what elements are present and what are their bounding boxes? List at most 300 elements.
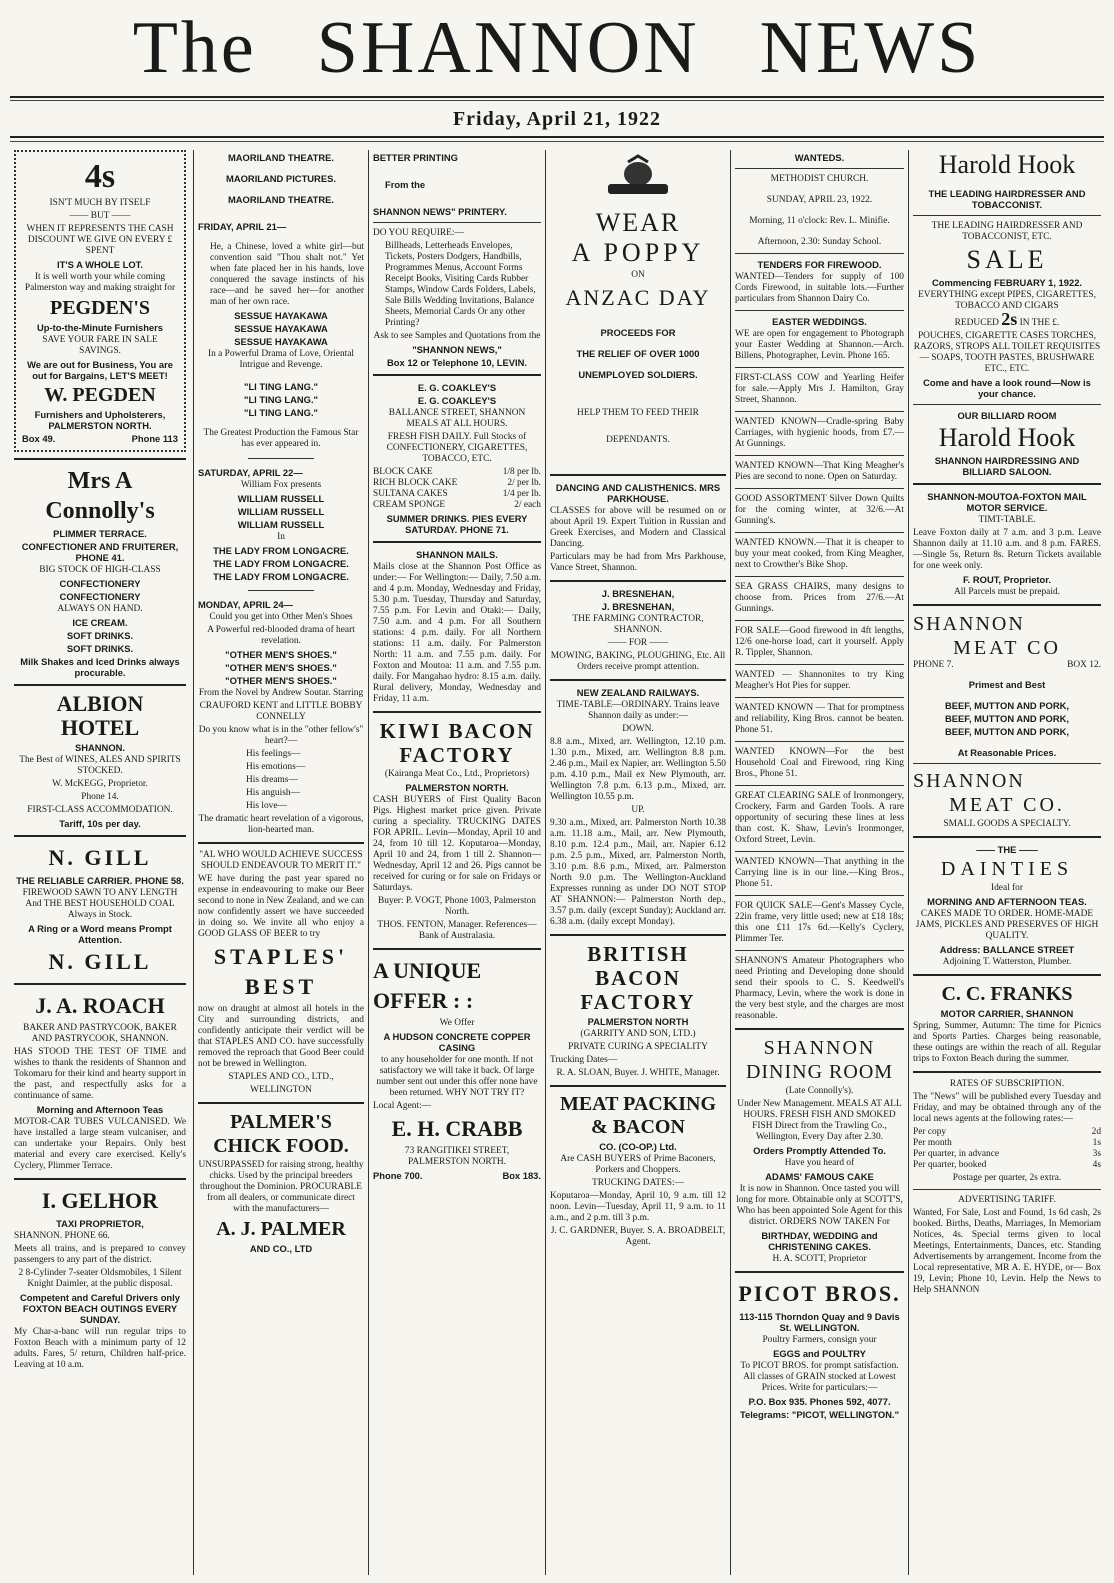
kiwi-bacon-advert [373, 719, 541, 942]
text-line: WILLIAM RUSSELL [237, 519, 325, 530]
text-line: CRAUFORD KENT and LITTLE BOBBY CONNELLY [199, 701, 363, 722]
text-line: A HUDSON CONCRETE COPPER CASING [383, 1031, 531, 1053]
text-line: W. McKEGG, Proprietor. [52, 779, 148, 789]
text-line: PALMERSTON NORTH [587, 1016, 689, 1027]
text-line: His emotions— [246, 762, 306, 772]
text-line: Orders Promptly Attended To. [753, 1145, 886, 1156]
text-line: 3s [1092, 1149, 1101, 1159]
text-line: A POPPY [571, 238, 705, 267]
text-line: FIREWOOD SAWN TO ANY LENGTH And THE BEST HOUSEHOLD COAL Always in Stock. [22, 888, 178, 920]
text-line: UNSURPASSED for raising strong, healthy chicks. Used by the principal breeders throughout the Dominion. PROCURABLE from all dealers, or communicate direct with the manufacturers— [198, 1160, 364, 1214]
column-rule [908, 150, 909, 1575]
text-line: FOR SALE—Good firewood in 4ft lengths, 12/6 one-horse load, cart it yourself. Apply R. Tippler, Shannon. [735, 626, 904, 658]
text-line: "AL WHO WOULD ACHIEVE SUCCESS SHOULD ENDEAVOUR TO MERIT IT." [199, 850, 363, 871]
text-line: Address: BALLANCE STREET [939, 944, 1075, 955]
text-line: P.O. Box 935. Phones 592, 4077. [748, 1396, 891, 1407]
text-line: PLIMMER TERRACE. [53, 528, 147, 539]
text-line: SOFT DRINKS. [66, 630, 134, 641]
text-line: ON [631, 270, 645, 280]
roach-advert [14, 991, 186, 1172]
text-line: In [277, 532, 285, 542]
text-line: 2d [1091, 1127, 1101, 1137]
text-line: CONFECTIONERY [59, 578, 141, 589]
gelhor-advert [14, 1186, 186, 1371]
text-line: Tariff, 10s per day. [59, 818, 141, 829]
text-line: ANZAC DAY [565, 285, 711, 310]
text-line: FIRST-CLASS COW and Yearling Heifer for sale.—Apply Mrs J. Hamilton, Gray Street, Shannon. [735, 373, 904, 405]
text-line: BEEF, MUTTON AND PORK, [945, 700, 1069, 711]
text-line: GOOD ASSORTMENT Silver Down Quilts for the coming winter, at 32/6.—At Gunning's. [735, 494, 904, 526]
staples-advert [198, 850, 364, 1096]
text-line: MAORILAND PICTURES. [226, 173, 336, 184]
text-line: SESSUE HAYAKAWA [234, 310, 328, 321]
text-line: It is well worth your while coming Palmerston way and making straight for [24, 272, 176, 293]
text-line: 2/ each [514, 500, 541, 510]
text-line: MAORILAND THEATRE. [227, 194, 335, 205]
text-line: BEST [244, 974, 318, 999]
text-line: All Parcels must be prepaid. [954, 587, 1060, 597]
text-line: FIRST-CLASS ACCOMMODATION. [27, 805, 173, 815]
text-line: PALMER'S [230, 1111, 332, 1133]
text-line: SALE [966, 245, 1048, 274]
text-line: J. BRESNEHAN, [601, 588, 675, 599]
text-line: CO. (CO-OP.) Ltd. [599, 1141, 677, 1152]
text-line: DANCING AND CALISTHENICS. MRS PARKHOUSE. [555, 482, 721, 504]
text-line: Wanted, For Sale, Lost and Found, 1s 6d cash, 2s booked. Births, Deaths, Marriages, In Memoriam Notices, 4s. Special terms given to local Meetings, Entertainments, Dances, etc. Standing Advertisements by arrangement. Income from the Local representative, MR A. E. HYDE, or— Box 19, Levin; Phone 10, Levin. Help the News to Help SHANNON [913, 1208, 1101, 1295]
text-line: Box 49. [22, 433, 56, 444]
text-line: BALLANCE STREET, SHANNON MEALS AT ALL HOURS. [388, 408, 526, 429]
text-line: WANTED KNOWN—For the best Household Coal and Firewood, ring King Bros., Phone 51. [735, 747, 904, 779]
text-line: HELP THEM TO FEED THEIR [577, 408, 699, 418]
text-line: CAKES MADE TO ORDER. HOME-MADE JAMS, PICKLES AND PRESERVES OF HIGH QUALITY. [915, 909, 1099, 941]
text-line: Phone 14. [81, 792, 119, 802]
text-line: SHANNON-MOUTOA-FOXTON MAIL MOTOR SERVICE. [927, 491, 1087, 513]
text-line: Ask to see Samples and Quotations from the [373, 331, 541, 341]
text-line: ISN'T MUCH BY ITSELF [49, 198, 151, 208]
text-line: In a Powerful Drama of Love, Oriental Intrigue and Revenge. [207, 349, 355, 370]
text-line: His feelings— [246, 749, 301, 759]
text-line: Commencing FEBRUARY 1, 1922. [931, 277, 1083, 288]
text-line: Box 183. [502, 1170, 541, 1181]
text-line: His love— [246, 801, 287, 811]
issue-date: Friday, April 21, 1922 [452, 108, 662, 130]
text-line: 1/4 per lb. [502, 489, 541, 499]
text-line: We are out for Business, You are out for Bargains, LET'S MEET! [27, 359, 173, 381]
text-line: Postage per quarter, 2s extra. [952, 1173, 1062, 1183]
text-line: MEAT CO. [949, 794, 1065, 816]
text-line: 2 8-Cylinder 7-seater Oldsmobiles, 1 Silent Knight Daimler, at the public disposal. [18, 1268, 182, 1289]
text-line: MAORILAND THEATRE. [227, 152, 335, 163]
text-line: OUR BILLIARD ROOM [957, 410, 1057, 421]
text-line: EASTER WEDDINGS. [772, 316, 867, 327]
text-line: MONDAY, APRIL 24— [198, 599, 293, 610]
text-line: THE RELIABLE CARRIER. PHONE 58. [16, 875, 184, 886]
text-line: A Ring or a Word means Prompt Attention. [28, 923, 172, 945]
text-line: His dreams— [246, 775, 298, 785]
franks-advert [913, 982, 1101, 1065]
text-line: BOX 12. [1067, 660, 1101, 670]
column-rule [193, 150, 194, 1575]
text-line: THE LADY FROM LONGACRE. [213, 545, 349, 556]
text-line: It is now in Shannon. Once tasted you will long for more. Obtainable only at SCOTT'S, Who has been appointed Sole Agent for this district. ORDERS NOW TAKEN For [736, 1184, 903, 1227]
text-line: BIRTHDAY, WEDDING and CHRISTENING CAKES. [761, 1230, 878, 1252]
dainties-advert [913, 844, 1101, 968]
text-line: Harold Hook [938, 423, 1076, 452]
text-line: TENDERS FOR FIREWOOD. [757, 259, 882, 270]
text-line: From the [385, 179, 426, 190]
text-line: BEEF, MUTTON AND PORK, [945, 713, 1069, 724]
text-line: SHANNON [913, 770, 1025, 792]
text-line: ALWAYS ON HAND. [57, 604, 143, 614]
text-line: AND CO., LTD [249, 1243, 313, 1254]
british-bacon-advert [550, 942, 726, 1079]
text-line: SESSUE HAYAKAWA [234, 323, 328, 334]
text-line: PRIVATE CURING A SPECIALITY [568, 1042, 708, 1052]
text-line: 2s [1001, 309, 1018, 329]
column-3 [373, 150, 541, 1575]
text-line: OFFER : : [373, 988, 474, 1013]
picot-bros-advert [735, 1279, 904, 1420]
text-line: to any householder for one month. If not satisfactory we will take it back. Of large number sent out under this offer none have been returned. WHY NOT TRY IT? [376, 1055, 538, 1098]
text-line: Morning and Afternoon Teas [36, 1104, 164, 1115]
text-line: Furnishers and Upholsterers, PALMERSTON NORTH. [34, 409, 166, 431]
text-line: SEA GRASS CHAIRS, many designs to choose from. Prices from 27/6.—At Gunnings. [735, 582, 904, 614]
text-line: "LI TING LANG." [244, 407, 318, 418]
text-line: WHEN IT REPRESENTS THE CASH DISCOUNT WE GIVE ON EVERY £ SPENT [26, 224, 174, 256]
text-line: Meets all trains, and is prepared to convey passengers to any part of the district. [14, 1244, 186, 1265]
text-line: now on draught at almost all hotels in the City and surrounding districts, and confidently anticipate their verdict will be that STAPLES AND CO. have successfully removed the reproach that Good Beer could not be brewed in Wellington. [198, 1004, 364, 1069]
text-line: ADVERTISING TARIFF. [958, 1195, 1056, 1205]
text-line: Box 12 or Telephone 10, LEVIN. [387, 357, 527, 368]
text-line: R. A. SLOAN, Buyer. J. WHITE, Manager. [556, 1068, 720, 1078]
text-line: DOWN. [622, 724, 654, 734]
text-line: Spring, Summer, Autumn: The time for Picnics and Sports Parties. Charges being reasonable, these outings are within the reach of all. Regular trips to Foxton Beach during the summer. [913, 1021, 1101, 1064]
text-line: Mails close at the Shannon Post Office as under:— For Wellington:— Daily, 7.50 a.m. and 4 p.m. Monday, Wednesday and Friday, 5.30 p.m. Tuesday, Thursday and Saturday, 7.55 p.m. For Levin and Otaki:— Daily, 7.50 a.m. and 4 p.m. For all Southern stations: 4 p.m. daily. For all Northern stations: 11 a.m. daily. For Palmerston North: 11 a.m. and 7.55 p.m. daily. For Foxton and Moutoa: 11 a.m. and 7.55 p.m. daily. For Mangahao hydro: 8.15 a.m. daily. Rural delivery, Monday, Wednesday and Friday, 11 a.m. [373, 562, 541, 704]
text-line: CHICK FOOD. [213, 1135, 349, 1157]
pegden-advert [14, 150, 186, 452]
text-line: THE FARMING CONTRACTOR, SHANNON. [572, 614, 704, 635]
connolly-name: Mrs A Connolly's [45, 468, 155, 524]
text-line: 9.30 a.m., Mixed, arr. Palmerston North 10.38 a.m. 11.18 a.m., Mail, arr. New Plymouth, 8.10 p.m. 12.4 p.m., Mail, arr. Napier 6.12 p.m. 2.5 p.m., Mixed, arr. Palmerston North, 3.10 p.m. 8.6 p.m., Mixed, arr. Palmerston North 9.0 p.m. The Wellington-Auckland Expresses running as under DO NOT STOP AT SHANNON:— Palmerston North dep., 3.57 p.m. daily (except Sunday); Auckland arr. 6.38 a.m. (daily except Monday). [550, 818, 726, 927]
text-line: 1s [1092, 1138, 1101, 1148]
masthead-rule-top-thin [10, 100, 1104, 101]
text-line: A UNIQUE [373, 958, 482, 983]
text-line: WANTED KNOWN—Cradle-spring Baby Carriages, with hygienic hoods, from £7.—At Gunnings. [735, 417, 904, 449]
text-line: 2/ per lb. [507, 478, 541, 488]
text-line: MORNING AND AFTERNOON TEAS. [927, 896, 1087, 907]
text-line: CLASSES for above will be resumed on or about April 19. Expert Tuition in Russian and Greek Exercises, and Modern and Classical Dancing. [550, 506, 726, 549]
text-line: SESSUE HAYAKAWA [234, 336, 328, 347]
column-4 [550, 150, 726, 1575]
text-line: KIWI BACON [379, 719, 535, 743]
text-line: Harold Hook [938, 150, 1076, 179]
text-line: Up-to-the-Minute Furnishers [36, 322, 164, 333]
text-line: SHANNON NEWS" PRINTERY. [373, 206, 507, 217]
text-line: Poultry Farmers, consign your [762, 1335, 877, 1345]
text-line: SHANNON HAIRDRESSING AND BILLIARD SALOON. [934, 455, 1080, 477]
albion-hotel-advert [14, 692, 186, 829]
text-line: MEAT CO [953, 637, 1061, 659]
text-line: Per copy [913, 1127, 947, 1137]
text-line: TIME-TABLE—ORDINARY. Trains leave Shannon daily as under:— [556, 700, 720, 721]
text-line: GREAT CLEARING SALE of Ironmongery, Crockery, Farm and Garden Tools. A rare opportunity of securing these lines at less than cost. K. Shaw, Levin's Ironmonger, Oxford Street, Levin. [735, 791, 904, 845]
text-line: SMALL GOODS A SPECIALTY. [943, 819, 1071, 829]
text-line: PICOT BROS. [738, 1281, 901, 1306]
text-line: Ideal for [990, 883, 1023, 893]
text-line: PHONE 7. [913, 660, 954, 670]
text-line: WELLINGTON [250, 1085, 312, 1095]
text-line: "OTHER MEN'S SHOES." [225, 675, 337, 686]
masthead-rule-bottom-thin [10, 141, 1104, 142]
text-line: J. A. ROACH [35, 993, 165, 1018]
text-line: Telegrams: "PICOT, WELLINGTON." [739, 1409, 900, 1420]
coakley-advert [373, 382, 541, 535]
text-line: He, a Chinese, loved a white girl—but convention said "Thou shalt not." Yet when fate placed her in his hands, love conquered the savage instincts of his race—and he saved her—for another man of her own race. [210, 242, 364, 307]
text-line: WILLIAM RUSSELL [237, 506, 325, 517]
text-line: DINING ROOM [745, 1061, 894, 1083]
text-line: Koputaroa—Monday, April 10, 9 a.m. till 12 noon. Levin—Tuesday, April 11, 9 a.m. to 11 a.m., and 2 p.m. till 3 p.m. [550, 1191, 726, 1223]
text-line: Morning, 11 o'clock: Rev. L. Minifie. [749, 216, 890, 226]
text-line: THE LADY FROM LONGACRE. [213, 558, 349, 569]
text-line: THE LEADING HAIRDRESSER AND TOBACCONIST. [928, 188, 1086, 210]
text-line: WANTED KNOWN — That for promptness and reliability, King Bros. cannot be beaten. Phone 51. [735, 703, 904, 735]
text-line: Competent and Careful Drivers only FOXTON BEACH OUTINGS EVERY SUNDAY. [20, 1292, 180, 1325]
text-line: WANTED KNOWN—That anything in the Carrying line is in our line.—King Bros., Phone 51. [735, 857, 904, 889]
text-line: "LI TING LANG." [244, 394, 318, 405]
text-line: 1/8 per lb. [502, 467, 541, 477]
text-line: Primest and Best [968, 679, 1046, 690]
text-line: IT'S A WHOLE LOT. [57, 259, 143, 270]
text-line: "LI TING LANG." [244, 381, 318, 392]
text-line: A. J. PALMER [216, 1218, 346, 1240]
text-line: Under New Management. MEALS AT ALL HOURS. FRESH FISH AND SMOKED FISH Direct from the Trawling Co., Wellington, Every Day after 2.30. [737, 1099, 902, 1142]
text-line: My Char-a-banc will run regular trips to Foxton Beach with a minimum party of 12 adults. Fares, 5/ return, Children half-price. Leaving at 10 a.m. [14, 1327, 186, 1370]
text-line: BLOCK CAKE [373, 467, 433, 477]
text-line: Local Agent:— [373, 1101, 432, 1111]
text-line: PALMERSTON NORTH. [405, 782, 509, 793]
text-line: MEAT PACKING & BACON [559, 1093, 717, 1138]
text-line: WANTEDS. [794, 152, 845, 163]
text-line: CASH BUYERS of First Quality Bacon Pigs. Highest market price given. Private curing a speciality. TRUCKING DATES FOR APRIL. Levin—Monday, April 10 and 24, from 10 till 12. Koputaroa—Monday, April 10 and 24, from 1 till 2. Shannon—Wednesday, April 12 and 26. Pigs cannot be received for curing or for sale on Fridays or Saturdays. [373, 795, 541, 893]
text-line: SHANNON [763, 1037, 876, 1059]
text-line: (Late Connolly's). [785, 1086, 854, 1096]
shannon-meat-advert [913, 612, 1101, 830]
anzac-poppy-advert [550, 208, 726, 446]
text-line: 8.8 a.m., Mixed, arr. Wellington, 12.10 p.m. 1.30 p.m., Mixed, arr. Wellington 8.8 p.m. 2.46 p.m., Mail ex Napier, arr. Wellington 5.50 p.m. 4.10 p.m., Mail ex New Plymouth, arr. Wellington 7.8 p.m. 6.13 p.m., Mixed, arr. Wellington 10.55 p.m. [550, 737, 726, 802]
text-line: Are CASH BUYERS of Prime Baconers, Porkers and Choppers. [560, 1154, 716, 1175]
text-line: BIG STOCK OF HIGH-CLASS [39, 565, 161, 575]
text-line: We Offer [439, 1018, 475, 1028]
text-line: FACTORY [580, 990, 696, 1014]
text-line: "OTHER MEN'S SHOES." [225, 649, 337, 660]
column-5 [735, 150, 904, 1575]
text-line: I. GELHOR [41, 1188, 159, 1213]
text-line: TAXI PROPRIETOR, [56, 1218, 144, 1229]
text-line: CONFECTIONERY [59, 591, 141, 602]
text-line: IN THE £. [1019, 318, 1060, 328]
text-line: ICE CREAM. [72, 617, 128, 628]
text-line: MOTOR-CAR TUBES VULCANISED. We have installed a large steam vulcaniser, and can undertake your Repairs. Only best material and every care exercised. Kelly's Cyclery, Plimmer Terrace. [14, 1117, 186, 1171]
text-line: H. A. SCOTT, Proprietor [772, 1254, 867, 1264]
text-line: Per quarter, in advance [913, 1149, 1000, 1159]
text-line: PROCEEDS FOR [600, 327, 676, 338]
masthead [0, 0, 1114, 150]
text-line: ALBION [56, 691, 144, 716]
text-line: The Best of WINES, ALES AND SPIRITS STOCKED. [19, 755, 181, 776]
text-line: The dramatic heart revelation of a vigorous, lion-hearted man. [198, 814, 364, 835]
text-line: (Kairanga Meat Co., Ltd., Proprietors) [384, 769, 530, 779]
text-line: THE RELIEF OF OVER 1000 [576, 348, 700, 359]
subscription-rates [913, 1079, 1101, 1296]
text-line: WEAR [595, 208, 681, 237]
text-line: N. GILL [48, 949, 152, 974]
text-line: Phone 700. [373, 1170, 423, 1181]
connolly-advert [14, 466, 186, 678]
text-line: "OTHER MEN'S SHOES." [225, 662, 337, 673]
text-line: SHANNON [913, 613, 1025, 635]
text-line: The "News" will be published every Tuesday and Friday, and may be obtained through any of the local news agents at the following rates:— [913, 1092, 1101, 1124]
text-line: SHANNON. [74, 742, 125, 753]
text-line: J. C. GARDNER, Buyer. S. A. BROADBELT, Agent. [550, 1226, 726, 1247]
column-rule [545, 150, 546, 1575]
text-line: RICH BLOCK CAKE [373, 478, 458, 488]
text-line: STAPLES AND CO., LTD., [228, 1072, 334, 1082]
text-line: FOR QUICK SALE—Gent's Massey Cycle, 22in frame, very little used; new at £18 18s; this one £11 17s 6d.—Kelly's Cyclery, Plimmer Ter. [735, 901, 904, 944]
text-line: SOFT DRINKS. [66, 643, 134, 654]
text-line: A Powerful red-blooded drama of heart revelation. [207, 625, 355, 646]
text-line: Adjoining T. Watterston, Plumber. [942, 957, 1072, 967]
text-line: WE have during the past year spared no expense in endeavouring to make our Beer second to none in New Zealand, and we can now confidently assert we have succeeded in doing so. We invite all who enjoy a GOOD GLASS OF BEER to try [198, 874, 364, 939]
text-line: NEWS [759, 7, 982, 89]
text-line: —— BUT —— [69, 211, 131, 221]
text-line: BRITISH [587, 942, 689, 966]
text-line: REDUCED [954, 318, 999, 328]
text-line: —— FOR —— [607, 638, 669, 648]
text-line: MOTOR CARRIER, SHANNON [940, 1008, 1074, 1019]
text-line: Afternoon, 2.30: Sunday School. [757, 237, 882, 247]
text-line: Phone 113 [131, 433, 178, 444]
text-line: The Greatest Production the Famous Star has ever appeared in. [203, 428, 359, 449]
gill-advert [14, 843, 186, 977]
text-line: THOS. FENTON, Manager. References—Bank of Australasia. [377, 920, 537, 941]
text-line: BEEF, MUTTON AND PORK, [945, 726, 1069, 737]
palmer-advert [198, 1110, 364, 1254]
column-6 [913, 150, 1101, 1575]
text-line: WE are open for engagement to Photograph your Easter Wedding at Shannon.—Arch. Billens, Photographer, Levin. Phone 165. [735, 329, 904, 361]
column-2 [198, 150, 364, 1575]
text-line: At Reasonable Prices. [957, 747, 1057, 758]
text-line: Particulars may be had from Mrs Parkhouse, Vance Street, Shannon. [550, 552, 726, 573]
text-line: E. G. COAKLEY'S [417, 382, 497, 393]
text-line: Could you get into Other Men's Shoes [209, 612, 353, 622]
text-line: FRESH FISH DAILY. Full Stocks of CONFECTIONERY, CIGARETTES, TOBACCO, ETC. [386, 432, 528, 464]
text-line: (GARRITY AND SON, LTD.) [580, 1029, 696, 1039]
text-line: HAS STOOD THE TEST OF TIME and wishes to thank the residents of Shannon and Tokomaru for their kind and hearty support in the past, and respectfully asks for a continuance of same. [14, 1047, 186, 1101]
text-line: DAINTIES [940, 858, 1074, 880]
text-line: His anguish— [246, 788, 300, 798]
text-line: The [132, 7, 257, 89]
text-line: SUNDAY, APRIL 23, 1922. [766, 195, 873, 205]
text-line: DEPENDANTS. [606, 435, 670, 445]
text-line: NEW ZEALAND RAILWAYS. [576, 687, 700, 698]
text-line: MOWING, BAKING, PLOUGHING, Etc. All Orders receive prompt attention. [550, 651, 726, 672]
text-line: F. ROUT, Proprietor. [962, 574, 1052, 585]
pegden-price: 4s [84, 158, 116, 195]
text-line: Per month [913, 1138, 952, 1148]
text-line: WANTED—Tenders for supply of 100 Cords Firewood, in suitable lots.—Further particulars from Shannon Dairy Co. [735, 272, 904, 304]
text-line: BACON [595, 966, 681, 990]
text-line: BAKER AND PASTRYCOOK, BAKER AND PASTRYCOOK, SHANNON. [23, 1023, 177, 1044]
text-line: FACTORY [399, 743, 515, 767]
text-line: N. GILL [48, 845, 152, 870]
text-line: TIMT-TABLE. [978, 515, 1036, 525]
harold-hook-advert [913, 150, 1101, 477]
text-line: UNEMPLOYED SOLDIERS. [578, 369, 698, 380]
text-line: SHANNON MAILS. [416, 549, 498, 560]
text-line: SULTANA CAKES [373, 489, 448, 499]
text-line: —— THE —— [976, 844, 1038, 855]
text-line: From the Novel by Andrew Soutar. Starring [198, 688, 364, 698]
text-line: WANTED KNOWN.—That it is cheaper to buy your meat cooked, from King Meagher, next to Crowther's Bike Shop. [735, 538, 904, 570]
text-line: 113-115 Thorndon Quay and 9 Davis St. WELLINGTON. [739, 1311, 900, 1333]
text-line: SHANNON [316, 7, 700, 89]
text-line: Billheads, Letterheads Envelopes, Tickets, Posters Dodgers, Handbills, Programmes Menus, Account Forms Receipt Books, Visiting Cards Rubber Stamps, Window Cards Folders, Labels, Sale Bills Wedding Invitations, Balance Sheets, Memorial Cards Or any other Printing? [385, 241, 536, 328]
text-line: SATURDAY, APRIL 22— [198, 467, 303, 478]
text-line: POUCHES, CIGARETTE CASES TORCHES, RAZORS, STROPS ALL TOILET REQUISITES— SOAPS, TOOTH PASTES, BRUSHWARE ETC., ETC. [913, 331, 1101, 374]
pegden-name: PEGDEN'S [49, 297, 151, 319]
text-line: THE LADY FROM LONGACRE. [213, 571, 349, 582]
text-line: HOTEL [60, 715, 140, 740]
text-line: Per quarter, booked [913, 1160, 987, 1170]
text-line: J. BRESNEHAN, [601, 601, 675, 612]
text-line: Milk Shakes and Iced Drinks always procurable. [20, 656, 180, 678]
text-line: SHANNON. PHONE 66. [14, 1231, 110, 1241]
hudson-offer-advert [373, 956, 541, 1181]
text-line: BETTER PRINTING [373, 152, 458, 163]
text-line: Leave Foxton daily at 7 a.m. and 3 p.m. Leave Shannon daily at 11.10 a.m. and 8 p.m. FARES.—Single 5s, Return 8s. Return Tickets available for one week only. [913, 528, 1101, 571]
text-line: 4s [1092, 1160, 1101, 1170]
text-line: TRUCKING DATES:— [592, 1178, 684, 1188]
text-line: SUMMER DRINKS. PIES EVERY SATURDAY. PHONE 71. [386, 513, 528, 535]
text-line: DO YOU REQUIRE:— [373, 228, 464, 238]
column-rule [368, 150, 369, 1575]
text-line: SHANNON'S Amateur Photographers who need Printing and Developing done should send their spools to C. S. Keedwell's Pharmacy, Levin, where the work is done in the very best style, and the charges are most reasonable. [735, 956, 904, 1021]
text-line: "SHANNON NEWS," [412, 344, 502, 355]
text-line: To PICOT BROS. for prompt satisfaction. All classes of GRAIN stocked at Lowest Prices. Write for particulars:— [740, 1361, 899, 1393]
poppy-badge-icon [598, 154, 678, 204]
masthead-rule-top [10, 96, 1104, 98]
text-line: THE LEADING HAIRDRESSER AND TOBACCONIST, ETC. [931, 221, 1083, 242]
column-1 [14, 150, 186, 1575]
masthead-rule-bottom [10, 136, 1104, 138]
text-line: Buyer: P. VOGT, Phone 1003, Palmerston North. [378, 896, 536, 917]
text-line: Trucking Dates— [550, 1055, 618, 1065]
newspaper-title [0, 8, 1114, 88]
text-line: CONFECTIONER AND FRUITERER, PHONE 41. [21, 541, 179, 563]
text-line: CREAM SPONGE [373, 500, 446, 510]
text-line: E. G. COAKLEY'S [417, 395, 497, 406]
pegden-signature: W. PEGDEN [44, 384, 156, 406]
text-line: C. C. FRANKS [941, 983, 1073, 1005]
bresnehan-advert [550, 588, 726, 673]
text-line: 73 RANGITIKEI STREET, PALMERSTON NORTH. [404, 1146, 510, 1167]
text-line: Do you know what is in the "other fellow's" heart?— [198, 725, 364, 746]
text-line: EGGS and POULTRY [773, 1348, 866, 1359]
text-line: E. H. CRABB [391, 1116, 523, 1141]
text-line: METHODIST CHURCH. [770, 174, 869, 184]
text-line: FRIDAY, APRIL 21— [198, 221, 287, 232]
text-line: UP. [631, 805, 645, 815]
